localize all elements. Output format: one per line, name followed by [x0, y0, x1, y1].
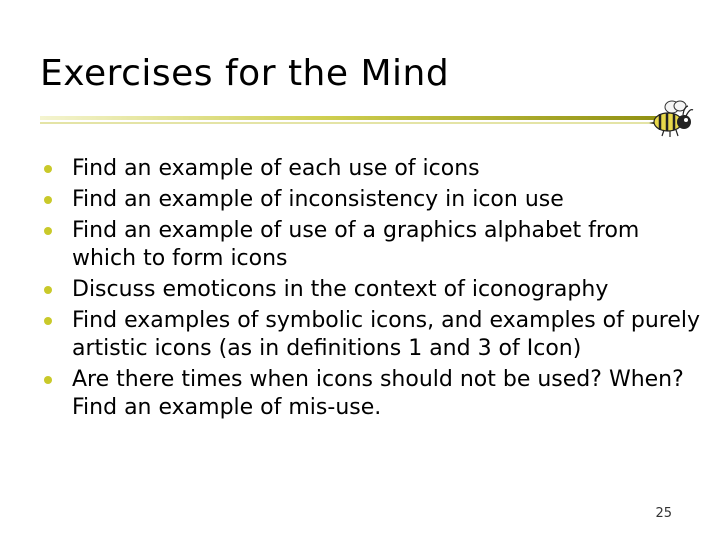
bullet-dot-icon — [44, 317, 52, 325]
list-item — [44, 155, 704, 183]
bullet-text: Discuss emoticons in the context of iconography — [72, 277, 609, 302]
page-number: 25 — [655, 506, 672, 521]
bullet-text: Are there times when icons should not be used? When? Find an example of mis-use. — [72, 367, 684, 420]
bullet-list — [44, 155, 704, 425]
bullet-dot-icon — [44, 286, 52, 294]
list-item — [44, 307, 704, 363]
list-item — [44, 186, 704, 214]
list-item — [44, 217, 704, 273]
bullet-text: Find an example of each use of icons — [72, 156, 480, 181]
bullet-dot-icon — [44, 165, 52, 173]
bullet-text: Find an example of inconsistency in icon use — [72, 187, 564, 212]
bullet-text: Find an example of use of a graphics alphabet from which to form icons — [72, 218, 640, 271]
slide-title: Exercises for the Mind — [40, 53, 450, 94]
bee-icon — [646, 98, 694, 138]
bullet-dot-icon — [44, 196, 52, 204]
list-item — [44, 276, 704, 304]
bullet-dot-icon — [44, 376, 52, 384]
list-item — [44, 366, 704, 422]
title-underline — [40, 112, 670, 128]
bullet-text: Find examples of symbolic icons, and examples of purely artistic icons (as in definitions 1 and 3 of Icon) — [72, 308, 700, 361]
bullet-dot-icon — [44, 227, 52, 235]
